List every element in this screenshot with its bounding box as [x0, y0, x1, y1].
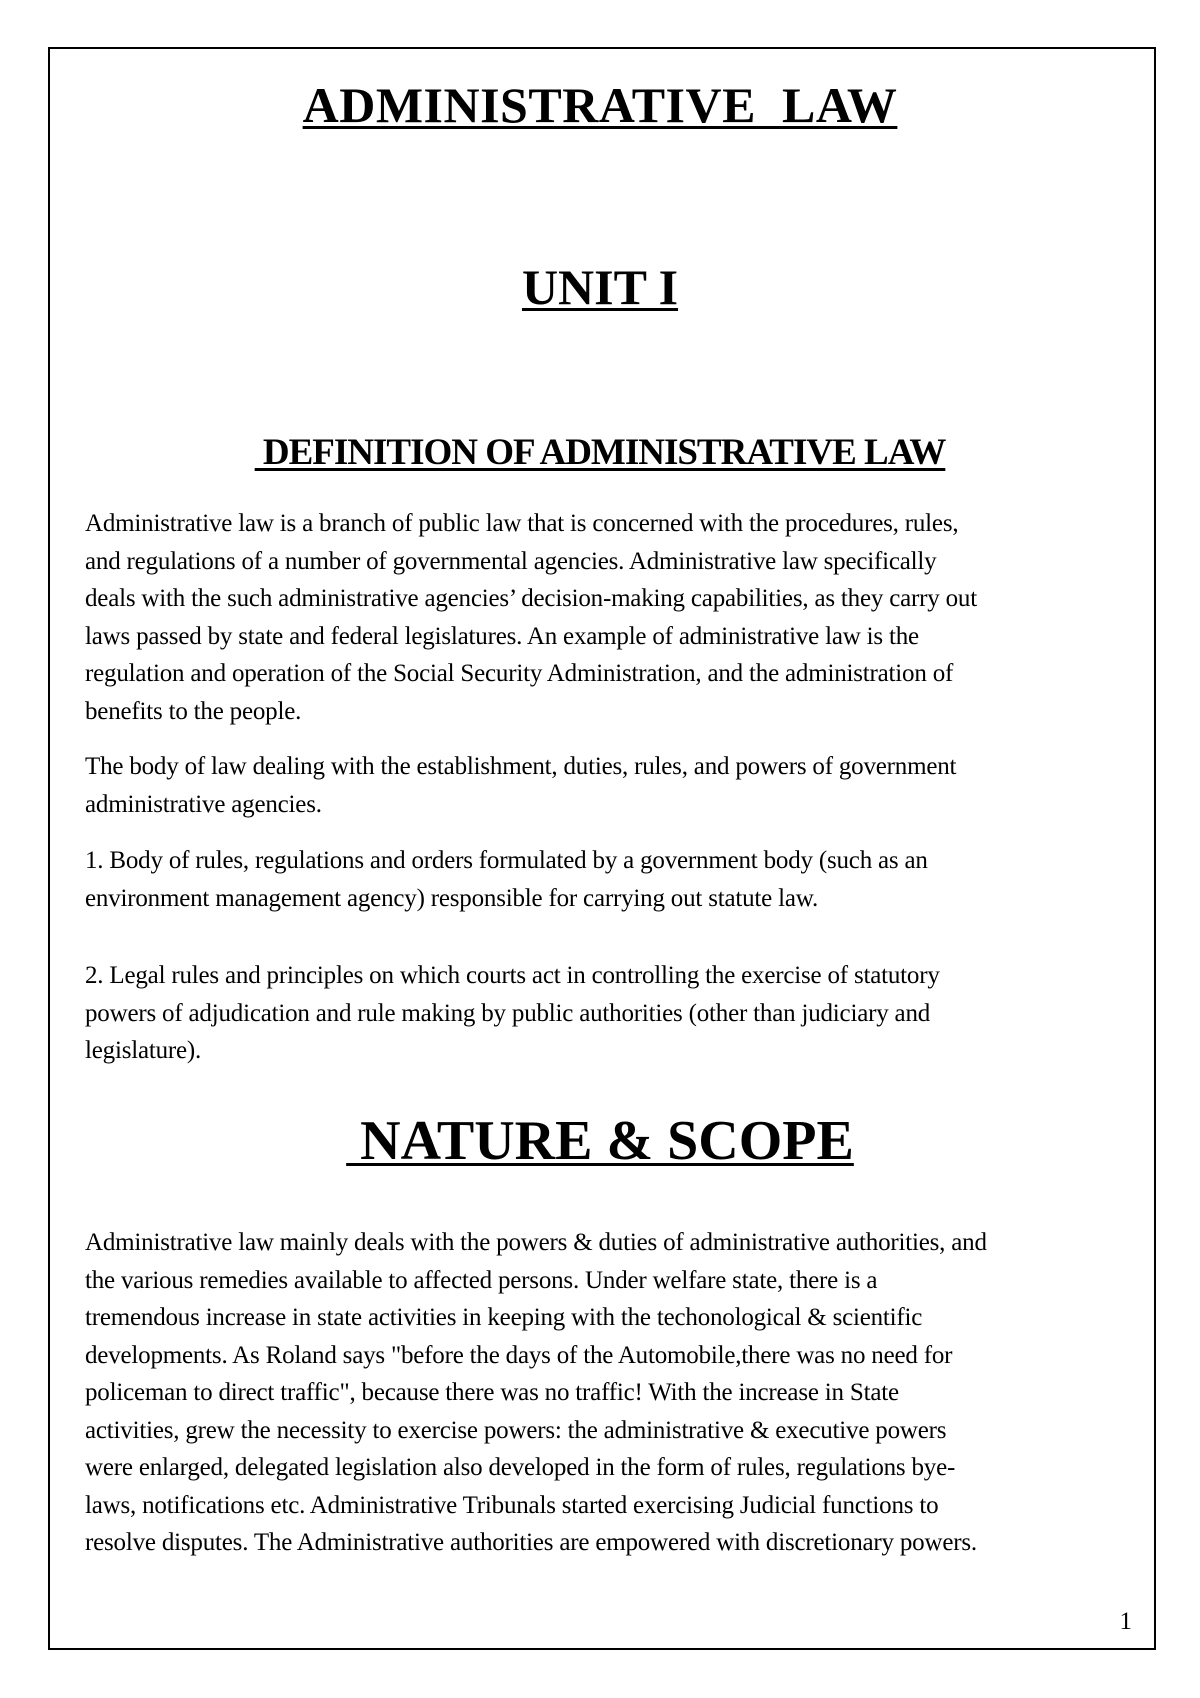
definition-heading: DEFINITION OF ADMINISTRATIVE LAW [254, 432, 946, 473]
text-line: 1. Body of rules, regulations and orders formulated by a government body (such as an [85, 847, 928, 874]
page-number: 1 [1119, 1608, 1132, 1635]
text-line: deals with the such administrative agencies’ decision-making capabilities, as they carry out [85, 585, 977, 612]
text-line: laws, notifications etc. Administrative Tribunals started exercising Judicial functions to [85, 1491, 939, 1519]
point-2-paragraph [85, 957, 1135, 1070]
text-line: activities, grew the necessity to exercise powers: the administrative & executive powers [85, 1416, 947, 1444]
text-line: administrative agencies. [85, 790, 322, 818]
unit-heading: UNIT I [521, 259, 679, 315]
text-line: environment management agency) responsible for carrying out statute law. [85, 884, 819, 912]
text-line: policeman to direct traffic", because there was no traffic! With the increase in State [85, 1379, 899, 1406]
text-line: were enlarged, delegated legislation also developed in the form of rules, regulations bye- [85, 1454, 956, 1481]
text-line: regulation and operation of the Social Security Administration, and the administration of [85, 660, 954, 687]
text-line: 2. Legal rules and principles on which courts act in controlling the exercise of statutory [85, 962, 940, 989]
text-line: The body of law dealing with the establishment, duties, rules, and powers of government [85, 753, 957, 780]
document-title: ADMINISTRATIVE LAW [302, 77, 898, 133]
text-line: developments. As Roland says "before the days of the Automobile,there was no need for [85, 1341, 953, 1369]
text-line: Administrative law mainly deals with the powers & duties of administrative authorities, and [85, 1229, 987, 1256]
text-line: powers of adjudication and rule making by public authorities (other than judiciary and [85, 999, 931, 1027]
text-line: tremendous increase in state activities in keeping with the techonological & scientific [85, 1304, 923, 1331]
text-line: the various remedies available to affected persons. Under welfare state, there is a [85, 1266, 878, 1294]
definition-paragraph [85, 505, 1135, 730]
nature-scope-paragraph [85, 1224, 1135, 1562]
text-line: benefits to the people. [85, 697, 302, 725]
text-line: laws passed by state and federal legislatures. An example of administrative law is the [85, 622, 919, 650]
point-1-paragraph [85, 842, 1135, 917]
nature-scope-heading: NATURE & SCOPE [346, 1110, 854, 1172]
text-line: legislature). [85, 1037, 202, 1064]
body-of-law-paragraph [85, 748, 1135, 823]
text-line: Administrative law is a branch of public law that is concerned with the procedures, rules, [85, 510, 959, 537]
text-line: resolve disputes. The Administrative authorities are empowered with discretionary powers. [85, 1529, 977, 1556]
text-line: and regulations of a number of governmental agencies. Administrative law specifically [85, 547, 937, 575]
